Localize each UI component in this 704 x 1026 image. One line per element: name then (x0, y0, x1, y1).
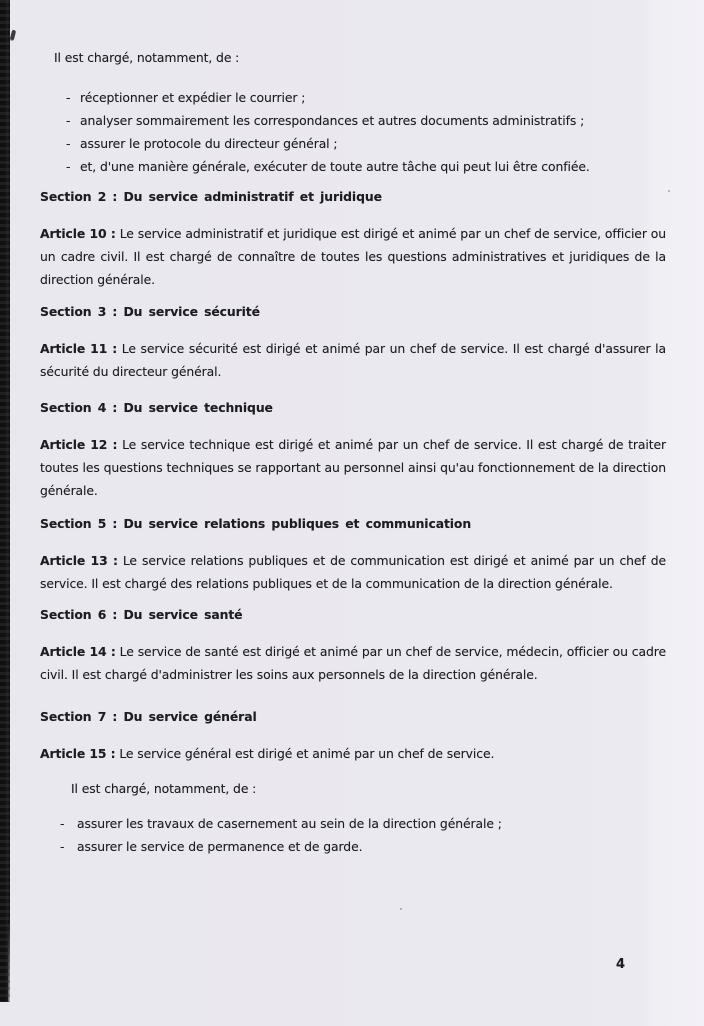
article-paragraph (40, 222, 666, 291)
article-paragraph (40, 549, 666, 595)
list-item-text: assurer les travaux de casernement au sein de la direction générale ; (77, 816, 502, 831)
list-item (60, 812, 666, 835)
list-item-text: assurer le service de permanence et de garde. (77, 839, 363, 854)
article-paragraph (40, 433, 666, 502)
dash-glyph: - (66, 90, 71, 105)
article-body: Le service administratif et juridique est dirigé et animé par un chef de service, officier ou un cadre civil. Il est chargé de connaître de toutes les questions administratives et juridiques de la direction générale. (40, 226, 667, 287)
article-label: Article 14 : (40, 644, 116, 659)
list-item-text: analyser sommairement les correspondances et autres documents administratifs ; (80, 113, 585, 128)
list-item (66, 109, 666, 132)
section-heading: Section 3 : Du service sécurité (40, 304, 260, 319)
dash-glyph: - (66, 113, 71, 128)
article-body: Le service technique est dirigé et animé par un chef de service. Il est chargé de traiter toutes les questions techniques se rapportant au personnel ainsi qu'au fonctionnement de la direction générale. (40, 437, 666, 498)
article-body: Le service général est dirigé et animé par un chef de service. (119, 746, 495, 761)
article-body: Le service de santé est dirigé et animé par un chef de service, médecin, officier ou cadre civil. Il est chargé d'administrer les soins aux personnels de la direction générale. (40, 644, 667, 682)
list-item (60, 835, 666, 858)
article-label: Article 10 : (40, 226, 116, 241)
dash-glyph: - (60, 816, 65, 831)
dash-glyph: - (66, 159, 71, 174)
list-item (66, 155, 666, 178)
list-item (66, 86, 666, 109)
duty-list (66, 86, 666, 178)
article-paragraph (40, 337, 666, 383)
section-heading: Section 4 : Du service technique (40, 400, 273, 415)
scan-speckle (400, 908, 402, 910)
article-label: Article 11 : (40, 341, 118, 356)
article-label: Article 13 : (40, 553, 118, 568)
section-heading: Section 5 : Du service relations publiques et communication (40, 516, 472, 531)
list-item (66, 132, 666, 155)
list-item-text: réceptionner et expédier le courrier ; (80, 90, 306, 105)
duty-list (60, 812, 666, 858)
article-body: Le service relations publiques et de communication est dirigé et animé par un chef de service. Il est chargé des relations publiques et de la communication de la direction générale. (40, 553, 666, 591)
article-label: Article 15 : (40, 746, 116, 761)
list-item-text: et, d'une manière générale, exécuter de toute autre tâche qui peut lui être confiée. (80, 159, 590, 174)
section-heading: Section 7 : Du service général (40, 709, 257, 724)
article-paragraph (40, 742, 666, 765)
page-number: 4 (616, 957, 626, 972)
intro-line: Il est chargé, notamment, de : (54, 50, 240, 65)
list-item-text: assurer le protocole du directeur général ; (80, 136, 338, 151)
intro-line: Il est chargé, notamment, de : (71, 781, 257, 796)
dash-glyph: - (66, 136, 71, 151)
section-heading: Section 2 : Du service administratif et juridique (40, 189, 382, 204)
article-label: Article 12 : (40, 437, 118, 452)
article-paragraph (40, 640, 666, 686)
article-body: Le service sécurité est dirigé et animé par un chef de service. Il est chargé d'assurer la sécurité du directeur général. (40, 341, 667, 379)
section-heading: Section 6 : Du service santé (40, 607, 243, 622)
dash-glyph: - (60, 839, 65, 854)
